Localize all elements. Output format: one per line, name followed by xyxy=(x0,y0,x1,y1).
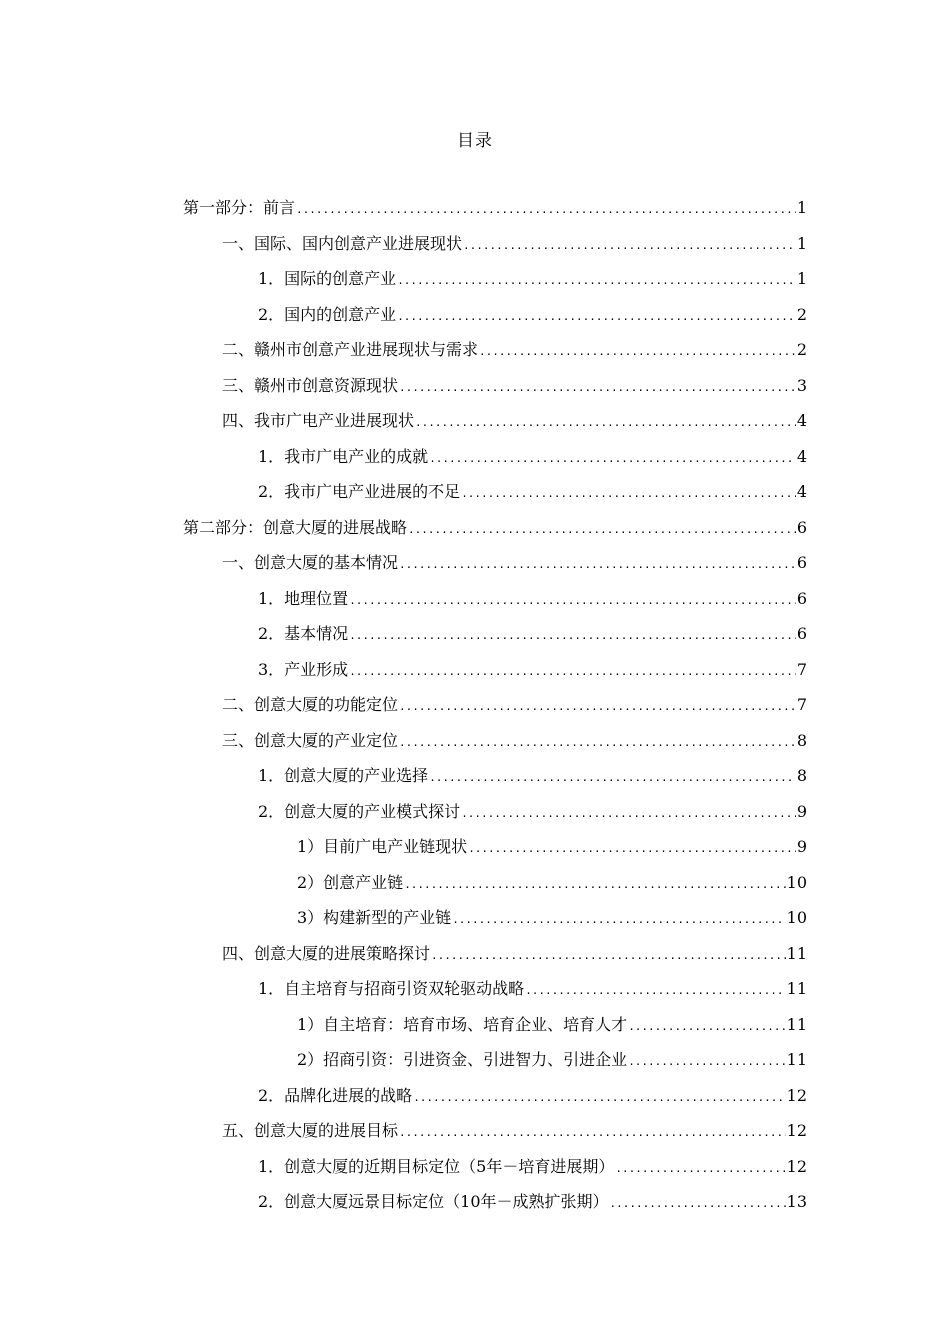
toc-entry-page-number: 7 xyxy=(796,695,807,714)
dot-leader xyxy=(461,802,796,826)
toc-entry-label: 1．自主培育与招商引资双轮驱动战略 xyxy=(258,979,525,998)
toc-entry[interactable] xyxy=(258,1084,807,1108)
toc-entry[interactable] xyxy=(258,764,807,788)
toc-entry-page-number: 9 xyxy=(796,801,807,821)
toc-entry-label: 1．国际的创意产业 xyxy=(258,269,397,288)
toc-entry-label: 2．创意大厦远景目标定位（10年－成熟扩张期） xyxy=(258,1192,609,1211)
toc-entry-page-number: 2 xyxy=(796,340,807,359)
dot-leader xyxy=(399,695,796,719)
dot-leader xyxy=(431,944,786,968)
toc-entry-label: 四、我市广电产业进展现状 xyxy=(222,411,415,430)
toc-entry-label: 2．国内的创意产业 xyxy=(258,304,397,324)
toc-entry-page-number: 6 xyxy=(796,624,807,643)
toc-entry[interactable] xyxy=(222,942,807,966)
toc-entry-page-number: 12 xyxy=(786,1156,807,1176)
toc-entry-label: 一、国际、国内创意产业进展现状 xyxy=(222,233,463,253)
toc-entry-label: 1．地理位置 xyxy=(258,588,349,608)
dot-leader xyxy=(415,411,796,435)
toc-entry-label: 2）招商引资：引进资金、引进智力、引进企业 xyxy=(297,1050,628,1069)
toc-entry[interactable] xyxy=(258,622,807,646)
toc-entry-page-number: 4 xyxy=(796,411,807,430)
toc-entry-page-number: 8 xyxy=(796,730,807,750)
dot-leader xyxy=(610,1192,786,1216)
toc-entry[interactable] xyxy=(222,338,807,362)
toc-entry-page-number: 2 xyxy=(796,304,807,324)
dot-leader xyxy=(615,1157,785,1181)
toc-entry-label: 2）创意产业链 xyxy=(297,872,404,892)
toc-entry[interactable] xyxy=(297,835,807,859)
toc-entry-page-number: 11 xyxy=(786,943,807,963)
toc-entry-label: 四、创意大厦的进展策略探讨 xyxy=(222,943,431,963)
toc-entry-label: 第一部分：前言 xyxy=(183,198,296,217)
dot-leader xyxy=(468,837,796,861)
toc-entry[interactable] xyxy=(258,480,807,504)
toc-entry-page-number: 6 xyxy=(796,517,807,537)
toc-entry-label: 二、赣州市创意产业进展现状与需求 xyxy=(222,340,479,359)
toc-entry-page-number: 1 xyxy=(796,198,807,217)
toc-entry-label: 1．我市广电产业的成就 xyxy=(258,446,429,466)
toc-entry[interactable] xyxy=(222,409,807,433)
dot-leader xyxy=(397,269,796,293)
toc-entry-page-number: 8 xyxy=(796,766,807,785)
toc-entry[interactable] xyxy=(183,516,807,540)
toc-entry[interactable] xyxy=(258,977,807,1001)
toc-entry[interactable] xyxy=(183,196,807,220)
toc-entry-label: 一、创意大厦的基本情况 xyxy=(222,553,399,572)
toc-entry-page-number: 11 xyxy=(786,1014,807,1034)
toc-entry-label: 3）构建新型的产业链 xyxy=(297,908,452,927)
toc-entry[interactable] xyxy=(258,1190,807,1214)
dot-leader xyxy=(399,376,796,400)
toc-entry[interactable] xyxy=(222,693,807,717)
dot-leader xyxy=(296,198,796,222)
toc-entry[interactable] xyxy=(258,445,807,469)
toc-entry[interactable] xyxy=(222,374,807,398)
toc-entry[interactable] xyxy=(258,587,807,611)
toc-entry[interactable] xyxy=(258,303,807,327)
toc-entry-page-number: 11 xyxy=(786,979,807,998)
dot-leader xyxy=(399,1121,786,1145)
toc-title: 目录 xyxy=(457,131,493,151)
dot-leader xyxy=(399,731,796,755)
toc-entry-page-number: 4 xyxy=(796,446,807,466)
toc-entry-page-number: 6 xyxy=(796,553,807,572)
toc-entry-page-number: 11 xyxy=(786,1050,807,1069)
toc-entry-page-number: 3 xyxy=(796,375,807,395)
toc-entry[interactable] xyxy=(258,267,807,291)
toc-entry-page-number: 1 xyxy=(796,233,807,253)
dot-leader xyxy=(404,873,785,897)
dot-leader xyxy=(413,1086,785,1110)
toc-entry[interactable] xyxy=(222,729,807,753)
toc-entry-page-number: 12 xyxy=(786,1085,807,1105)
toc-entry-page-number: 10 xyxy=(786,908,807,927)
toc-entry-label: 1）自主培育：培育市场、培育企业、培育人才 xyxy=(297,1014,628,1034)
toc-entry-label: 1．创意大厦的产业选择 xyxy=(258,766,429,785)
dot-leader xyxy=(452,908,785,932)
toc-entry-page-number: 6 xyxy=(796,588,807,608)
dot-leader xyxy=(349,589,796,613)
dot-leader xyxy=(479,340,796,364)
toc-entry-label: 1）目前广电产业链现状 xyxy=(297,837,468,856)
toc-entry[interactable] xyxy=(297,906,807,930)
toc-entry-label: 1．创意大厦的近期目标定位（5年－培育进展期） xyxy=(258,1156,615,1176)
toc-entry[interactable] xyxy=(297,1013,807,1037)
toc-entry-label: 五、创意大厦的进展目标 xyxy=(222,1121,399,1140)
dot-leader xyxy=(399,553,796,577)
dot-leader xyxy=(349,660,796,684)
dot-leader xyxy=(429,447,796,471)
toc-entry[interactable] xyxy=(297,1048,807,1072)
dot-leader xyxy=(628,1050,785,1074)
toc-entry-label: 三、创意大厦的产业定位 xyxy=(222,730,399,750)
toc-entry-label: 2．创意大厦的产业模式探讨 xyxy=(258,801,461,821)
toc-entry-label: 2．品牌化进展的战略 xyxy=(258,1085,413,1105)
toc-entry-page-number: 9 xyxy=(796,837,807,856)
dot-leader xyxy=(408,518,796,542)
toc-entry[interactable] xyxy=(258,1155,807,1179)
dot-leader xyxy=(397,305,796,329)
toc-entry[interactable] xyxy=(222,232,807,256)
toc-entry-page-number: 13 xyxy=(786,1192,807,1211)
toc-entry-label: 二、创意大厦的功能定位 xyxy=(222,695,399,714)
toc-entry[interactable] xyxy=(258,658,807,682)
toc-entry-label: 三、赣州市创意资源现状 xyxy=(222,375,399,395)
dot-leader xyxy=(463,234,796,258)
toc-entry[interactable] xyxy=(258,800,807,824)
toc-entry-label: 第二部分：创意大厦的进展战略 xyxy=(183,517,408,537)
toc-entry-page-number: 12 xyxy=(786,1121,807,1140)
toc-entry-label: 2．基本情况 xyxy=(258,624,349,643)
toc-entry-page-number: 1 xyxy=(796,269,807,288)
toc-entry-page-number: 7 xyxy=(796,659,807,679)
toc-entry[interactable] xyxy=(222,551,807,575)
dot-leader xyxy=(349,624,796,648)
dot-leader xyxy=(628,1015,785,1039)
toc-entry-label: 3．产业形成 xyxy=(258,659,349,679)
toc-entry-page-number: 10 xyxy=(786,872,807,892)
toc-entry[interactable] xyxy=(222,1119,807,1143)
dot-leader xyxy=(525,979,785,1003)
dot-leader xyxy=(429,766,796,790)
dot-leader xyxy=(461,482,796,506)
toc-entry-label: 2．我市广电产业进展的不足 xyxy=(258,482,461,501)
toc-entry-page-number: 4 xyxy=(796,482,807,501)
toc-entry[interactable] xyxy=(297,871,807,895)
